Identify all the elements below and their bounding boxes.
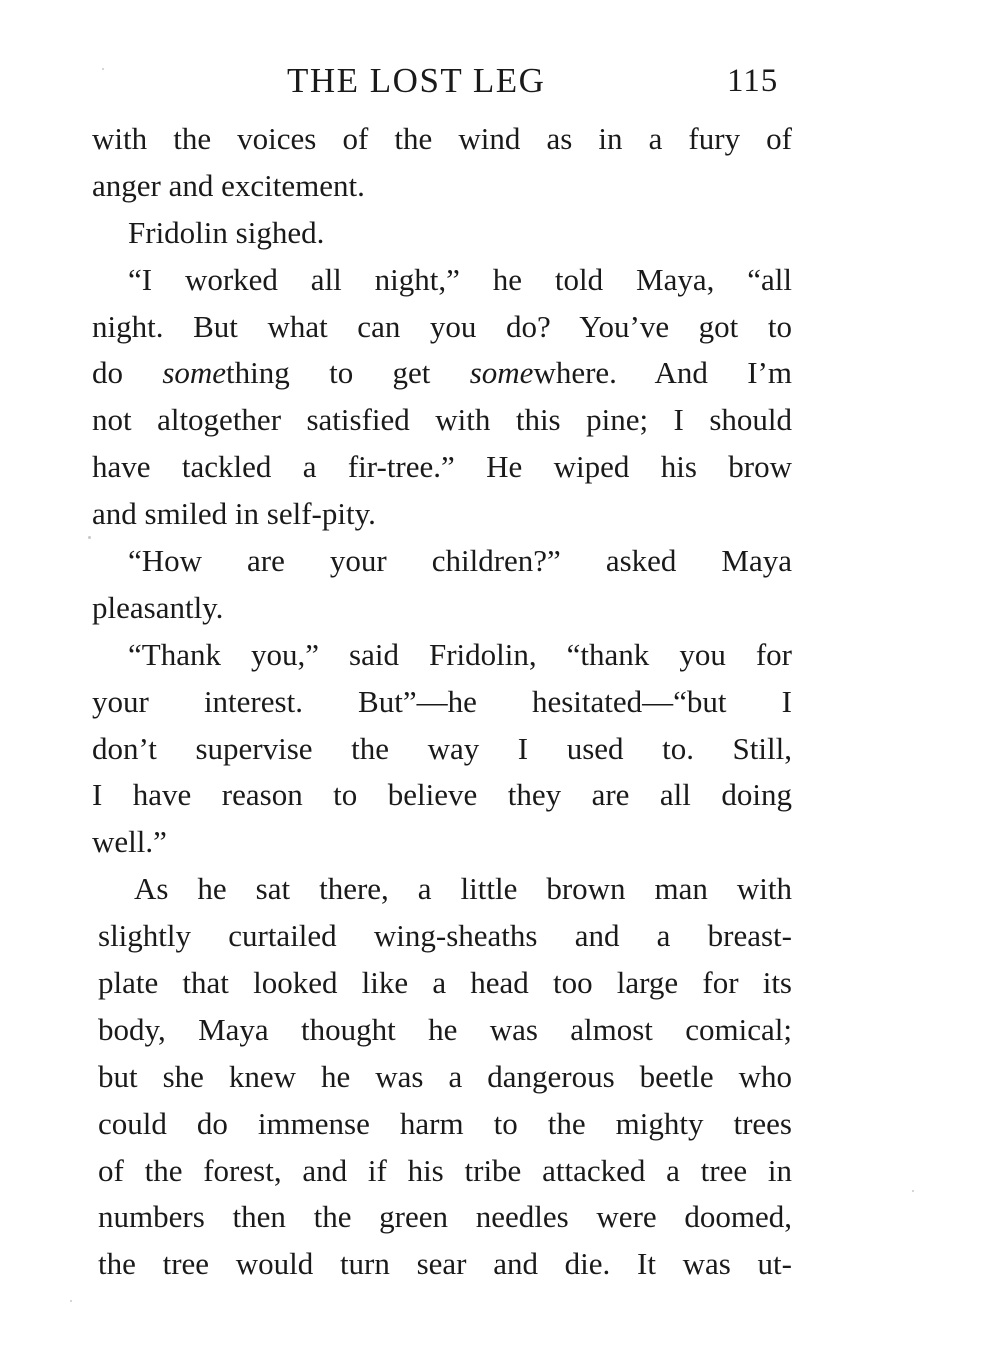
text-line: the tree would turn sear and die. It was ut- — [98, 1246, 792, 1282]
paper-speck — [102, 68, 104, 70]
text-segment: where. And I’m — [533, 355, 792, 391]
text-line: plate that looked like a head too large for its — [98, 965, 792, 1001]
page-header — [0, 58, 1000, 104]
italic-text: some — [469, 355, 534, 391]
text-line: but she knew he was a dangerous beetle who — [98, 1058, 792, 1094]
text-line: pleasantly. — [92, 589, 224, 625]
text-line: “I worked all night,” he told Maya, “all — [128, 261, 792, 297]
running-title: THE LOST LEG — [287, 61, 546, 100]
text-line: of the forest, and if his tribe attacked a tree in — [98, 1152, 792, 1188]
text-line: with the voices of the wind as in a fury of — [92, 121, 792, 156]
text-line: have tackled a fir-tree.” He wiped his brow — [92, 449, 792, 485]
page-number: 115 — [727, 63, 779, 99]
text-line: well.” — [92, 824, 167, 860]
text-line: your interest. But”—he hesitated—“but I — [92, 683, 792, 719]
text-segment: do — [92, 355, 163, 391]
text-segment: thing to get — [226, 355, 470, 391]
text-line: could do immense harm to the mighty trees — [98, 1105, 792, 1141]
text-line: “How are your children?” asked Maya — [128, 543, 792, 579]
text-line: Fridolin sighed. — [128, 214, 325, 250]
paper-speck — [912, 1190, 914, 1192]
text-line: As he sat there, a little brown man with — [134, 871, 792, 907]
text-line: not altogether satisfied with this pine; I should — [92, 402, 792, 438]
text-line: I have reason to believe they are all doing — [92, 777, 792, 813]
paper-speck — [70, 1300, 72, 1302]
text-line — [92, 350, 792, 397]
text-line: and smiled in self-pity. — [92, 496, 376, 532]
text-line: “Thank you,” said Fridolin, “thank you for — [128, 636, 792, 672]
text-line: slightly curtailed wing-sheaths and a breast- — [98, 918, 792, 954]
text-line: body, Maya thought he was almost comical; — [98, 1011, 792, 1047]
body-text — [92, 116, 792, 1288]
text-line: night. But what can you do? You’ve got to — [92, 308, 792, 344]
italic-text: some — [162, 355, 227, 391]
paper-speck — [88, 536, 91, 539]
text-line: anger and excitement. — [92, 167, 365, 203]
text-line: don’t supervise the way I used to. Still, — [92, 730, 792, 766]
text-line: numbers then the green needles were doomed, — [98, 1199, 792, 1235]
